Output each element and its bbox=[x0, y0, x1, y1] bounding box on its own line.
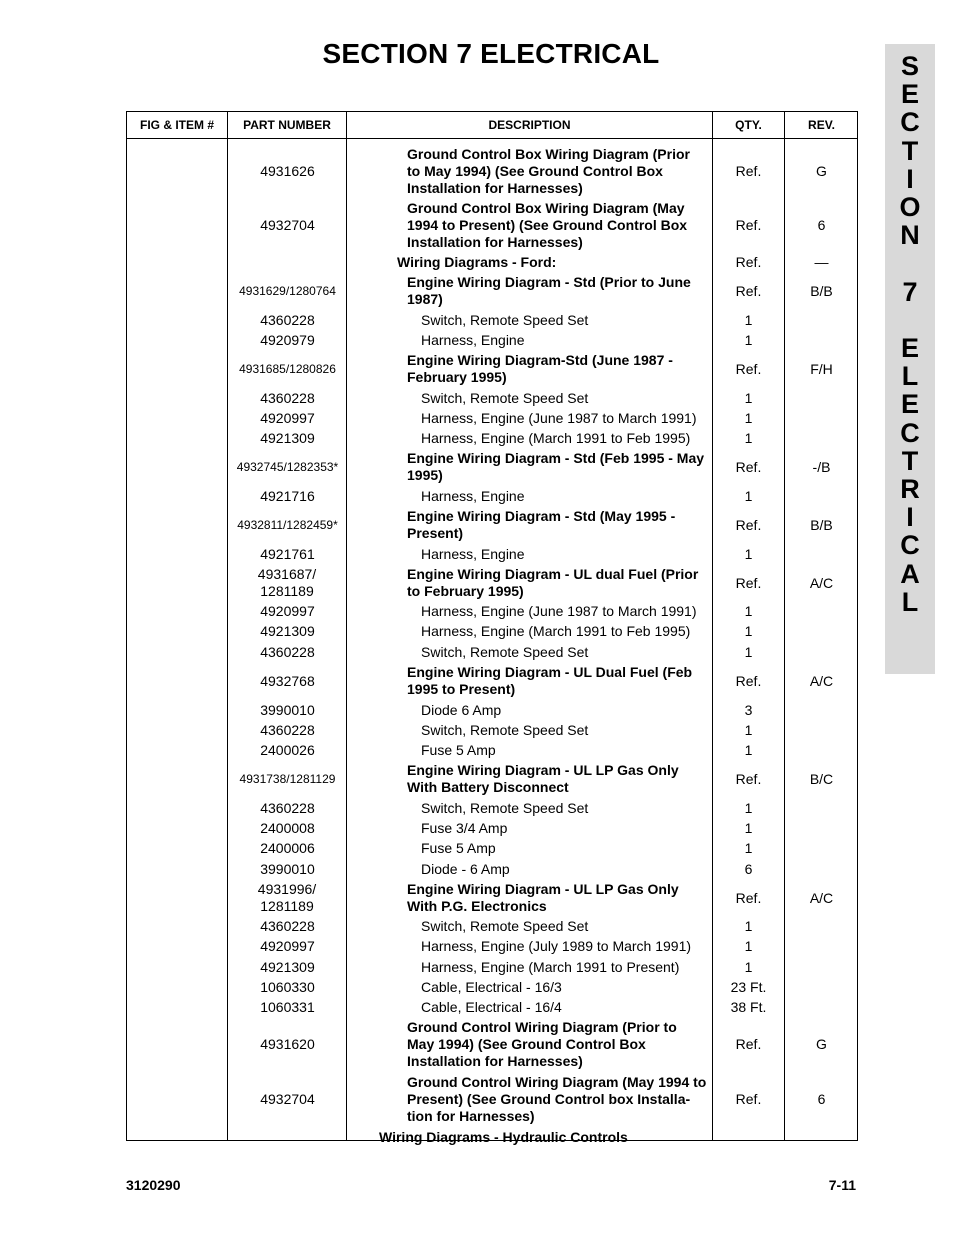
rev-cell bbox=[785, 838, 858, 858]
side-tab-letter: T bbox=[901, 445, 919, 476]
part-number-cell: 4921761 bbox=[260, 545, 315, 562]
rev-cell: G bbox=[816, 162, 827, 179]
qty-cell: 1 bbox=[744, 799, 753, 816]
qty-cell: 1 bbox=[744, 937, 753, 954]
document-number: 3120290 bbox=[126, 1177, 181, 1193]
description-cell: Engine Wiring Diagram - Std (May 1995 - Present) bbox=[407, 508, 676, 541]
part-number-cell: 4360228 bbox=[260, 643, 315, 660]
side-tab-letter: I bbox=[906, 163, 914, 194]
table-row bbox=[127, 798, 857, 818]
rev-cell bbox=[785, 740, 858, 760]
side-tab-letter: C bbox=[900, 530, 920, 561]
side-tab-letter: L bbox=[901, 586, 919, 617]
qty-cell: 1 bbox=[744, 643, 753, 660]
header-part-number: PART NUMBER bbox=[243, 118, 331, 132]
table-row bbox=[127, 720, 857, 740]
table-row bbox=[127, 1127, 857, 1147]
qty-cell: Ref. bbox=[735, 360, 762, 377]
table-row bbox=[127, 544, 857, 564]
part-number-cell: 4360228 bbox=[260, 721, 315, 738]
rev-cell bbox=[785, 936, 858, 956]
rev-cell bbox=[785, 1127, 858, 1147]
part-number-cell: 4931687/ 1281189 bbox=[257, 566, 317, 599]
side-tab-letter: T bbox=[901, 135, 919, 166]
table-row bbox=[127, 601, 857, 621]
rev-cell: G bbox=[816, 1035, 827, 1052]
table-row bbox=[127, 977, 857, 997]
description-cell: Switch, Remote Speed Set bbox=[421, 643, 589, 660]
part-number-cell: 2400006 bbox=[260, 839, 315, 856]
table-row bbox=[127, 198, 857, 252]
qty-cell: Ref. bbox=[735, 770, 762, 787]
side-tab-letter: 7 bbox=[902, 276, 918, 307]
description-cell: Harness, Engine (June 1987 to March 1991) bbox=[421, 602, 697, 619]
header-divider bbox=[127, 138, 857, 139]
qty-cell: 1 bbox=[744, 622, 753, 639]
description-cell: Harness, Engine bbox=[421, 331, 525, 348]
page-number: 7-11 bbox=[828, 1177, 856, 1193]
description-cell: Engine Wiring Diagram - UL LP Gas Only With Battery Disconnect bbox=[407, 762, 679, 795]
description-cell: Harness, Engine (July 1989 to March 1991) bbox=[421, 937, 692, 954]
part-number-cell: 2400008 bbox=[260, 819, 315, 836]
rev-cell bbox=[785, 621, 858, 641]
part-number-cell: 4931626 bbox=[260, 162, 315, 179]
description-cell: Engine Wiring Diagram - Std (Feb 1995 - May 1995) bbox=[407, 450, 705, 483]
rev-cell: B/C bbox=[809, 770, 834, 787]
part-number-cell: 4920997 bbox=[260, 409, 315, 426]
description-cell: Switch, Remote Speed Set bbox=[421, 389, 589, 406]
rev-cell bbox=[785, 601, 858, 621]
rev-cell bbox=[785, 700, 858, 720]
header-description: DESCRIPTION bbox=[488, 118, 571, 132]
qty-cell: 1 bbox=[744, 741, 753, 758]
section-side-tab bbox=[885, 44, 935, 674]
side-tab-letter: N bbox=[900, 220, 920, 251]
part-number-cell: 4360228 bbox=[260, 389, 315, 406]
part-number-cell: 1060331 bbox=[260, 998, 315, 1015]
qty-cell: 1 bbox=[744, 331, 753, 348]
rev-cell bbox=[785, 916, 858, 936]
part-number-cell: 4921309 bbox=[260, 622, 315, 639]
description-cell: Ground Control Box Wiring Diagram (Prior to May 1994) (See Ground Control Box Installation for Harnesses) bbox=[407, 145, 690, 196]
rev-cell: 6 bbox=[817, 216, 826, 233]
table-row bbox=[127, 997, 857, 1017]
qty-cell: 1 bbox=[744, 389, 753, 406]
description-cell: Switch, Remote Speed Set bbox=[421, 721, 589, 738]
qty-cell: 1 bbox=[744, 429, 753, 446]
rev-cell bbox=[785, 818, 858, 838]
qty-cell: 1 bbox=[744, 311, 753, 328]
qty-cell: 1 bbox=[744, 721, 753, 738]
qty-cell: 1 bbox=[744, 917, 753, 934]
table-row bbox=[127, 252, 857, 272]
rev-cell bbox=[785, 544, 858, 564]
qty-cell: 23 Ft. bbox=[730, 978, 767, 995]
part-number-cell: 4932768 bbox=[260, 672, 315, 689]
qty-cell: 1 bbox=[744, 958, 753, 975]
rev-cell bbox=[785, 957, 858, 977]
rev-cell bbox=[785, 330, 858, 350]
table-row bbox=[127, 564, 857, 602]
rev-cell bbox=[785, 428, 858, 448]
rev-cell bbox=[785, 388, 858, 408]
rev-cell: — bbox=[814, 253, 829, 270]
side-tab-letter: E bbox=[900, 79, 919, 110]
part-number-cell: 4932704 bbox=[260, 1090, 315, 1107]
table-row bbox=[127, 1017, 857, 1071]
description-cell: Fuse 5 Amp bbox=[421, 741, 496, 758]
rev-cell bbox=[785, 977, 858, 997]
qty-cell: 6 bbox=[744, 860, 753, 877]
description-cell: Harness, Engine (June 1987 to March 1991) bbox=[421, 409, 697, 426]
table-row bbox=[127, 310, 857, 330]
side-tab-letter: A bbox=[900, 558, 920, 589]
description-cell: Switch, Remote Speed Set bbox=[421, 311, 589, 328]
qty-cell: 1 bbox=[744, 602, 753, 619]
part-number-cell: 4931685/1280826 bbox=[239, 361, 336, 376]
part-number-cell: 4932704 bbox=[260, 216, 315, 233]
table-row bbox=[127, 486, 857, 506]
rev-cell: 6 bbox=[817, 1090, 826, 1107]
side-tab-letter: O bbox=[899, 192, 921, 223]
rev-cell: -/B bbox=[812, 458, 831, 475]
part-number-cell: 4931629/1280764 bbox=[239, 283, 336, 298]
qty-cell bbox=[713, 1127, 784, 1147]
table-row bbox=[127, 448, 857, 486]
part-number-cell: 4360228 bbox=[260, 311, 315, 328]
description-cell: Cable, Electrical - 16/4 bbox=[421, 998, 562, 1015]
qty-cell: Ref. bbox=[735, 458, 762, 475]
description-cell: Ground Control Wiring Diagram (Prior to May 1994) (See Ground Control Box Installation for Harnesses) bbox=[407, 1018, 677, 1069]
table-row bbox=[127, 916, 857, 936]
qty-cell: 1 bbox=[744, 839, 753, 856]
rev-cell: A/C bbox=[809, 672, 834, 689]
qty-cell: Ref. bbox=[735, 516, 762, 533]
description-cell: Switch, Remote Speed Set bbox=[421, 799, 589, 816]
side-tab-letter: C bbox=[900, 107, 920, 138]
table-row bbox=[127, 388, 857, 408]
side-tab-letter: E bbox=[900, 389, 919, 420]
description-cell: Engine Wiring Diagram-Std (June 1987 - February 1995) bbox=[407, 352, 673, 385]
table-row bbox=[127, 621, 857, 641]
qty-cell: Ref. bbox=[735, 253, 762, 270]
part-number-cell: 3990010 bbox=[260, 701, 315, 718]
description-cell: Ground Control Wiring Diagram (May 1994 to Present) (See Ground Control box Installa- tion for Harnesses) bbox=[407, 1073, 707, 1124]
rev-cell: A/C bbox=[809, 574, 834, 591]
description-cell: Harness, Engine bbox=[421, 545, 525, 562]
side-tab-letter: I bbox=[906, 502, 914, 533]
part-number-cell: 4932745/1282353* bbox=[236, 459, 339, 474]
qty-cell: 1 bbox=[744, 545, 753, 562]
qty-cell: Ref. bbox=[735, 672, 762, 689]
part-number-cell: 4360228 bbox=[260, 799, 315, 816]
part-number-cell: 4920979 bbox=[260, 331, 315, 348]
rev-cell bbox=[785, 310, 858, 330]
qty-cell: 1 bbox=[744, 487, 753, 504]
table-row bbox=[127, 144, 857, 198]
part-number-cell: 4921309 bbox=[260, 958, 315, 975]
table-row bbox=[127, 662, 857, 700]
qty-cell: Ref. bbox=[735, 889, 762, 906]
rev-cell: B/B bbox=[810, 516, 833, 533]
rev-cell bbox=[785, 720, 858, 740]
part-number-cell: 4931996/ 1281189 bbox=[257, 881, 317, 914]
rev-cell bbox=[785, 859, 858, 879]
header-qty: QTY. bbox=[735, 118, 762, 132]
qty-cell: 38 Ft. bbox=[730, 998, 767, 1015]
description-cell: Cable, Electrical - 16/3 bbox=[421, 978, 562, 995]
side-tab-letter: E bbox=[900, 333, 919, 363]
rev-cell bbox=[785, 798, 858, 818]
description-cell: Harness, Engine (March 1991 to Feb 1995) bbox=[421, 622, 691, 639]
part-number-cell: 4921716 bbox=[260, 487, 315, 504]
description-cell: Ground Control Box Wiring Diagram (May 1994 to Present) (See Ground Control Box Installation for Harnesses) bbox=[407, 199, 688, 250]
part-number-cell: 4920997 bbox=[260, 602, 315, 619]
qty-cell: 1 bbox=[744, 409, 753, 426]
description-cell: Diode 6 Amp bbox=[421, 701, 502, 718]
table-row bbox=[127, 936, 857, 956]
table-row bbox=[127, 818, 857, 838]
part-number-cell: 1060330 bbox=[260, 978, 315, 995]
description-cell: Diode - 6 Amp bbox=[421, 860, 510, 877]
part-number-cell: 4932811/1282459* bbox=[237, 517, 338, 532]
qty-cell: Ref. bbox=[735, 282, 762, 299]
table-row bbox=[127, 760, 857, 798]
part-number-cell: 4360228 bbox=[260, 917, 315, 934]
part-number-cell: 4931620 bbox=[260, 1035, 315, 1052]
rev-cell: F/H bbox=[810, 360, 833, 377]
part-number-cell: 2400026 bbox=[260, 741, 315, 758]
table-row bbox=[127, 957, 857, 977]
part-number-cell: 4920997 bbox=[260, 937, 315, 954]
description-cell: Engine Wiring Diagram - UL Dual Fuel (Feb 1995 to Present) bbox=[407, 664, 693, 697]
part-number-cell bbox=[228, 252, 347, 272]
side-tab-letter: C bbox=[900, 417, 920, 448]
table-row bbox=[127, 428, 857, 448]
table-row bbox=[127, 740, 857, 760]
description-cell: Engine Wiring Diagram - Std (Prior to June 1987) bbox=[407, 274, 691, 307]
table-row bbox=[127, 859, 857, 879]
table-row bbox=[127, 879, 857, 917]
qty-cell: Ref. bbox=[735, 1035, 762, 1052]
description-cell: Engine Wiring Diagram - UL LP Gas Only With P.G. Electronics bbox=[407, 881, 679, 914]
rev-cell: A/C bbox=[809, 889, 834, 906]
part-number-cell: 3990010 bbox=[260, 860, 315, 877]
side-tab-letter: L bbox=[901, 361, 919, 392]
table-row bbox=[127, 330, 857, 350]
rev-cell: B/B bbox=[810, 282, 833, 299]
qty-cell: Ref. bbox=[735, 1090, 762, 1107]
header-fig-item: FIG & ITEM # bbox=[139, 118, 214, 132]
table-row bbox=[127, 838, 857, 858]
part-number-cell bbox=[228, 1127, 347, 1147]
description-cell: Harness, Engine bbox=[421, 487, 525, 504]
description-cell: Fuse 5 Amp bbox=[421, 839, 496, 856]
part-number-cell: 4921309 bbox=[260, 429, 315, 446]
rev-cell bbox=[785, 486, 858, 506]
table-row bbox=[127, 700, 857, 720]
rev-cell bbox=[785, 408, 858, 428]
table-row bbox=[127, 272, 857, 310]
description-cell: Harness, Engine (March 1991 to Feb 1995) bbox=[421, 429, 691, 446]
qty-cell: Ref. bbox=[735, 574, 762, 591]
description-cell: Wiring Diagrams - Ford: bbox=[397, 253, 557, 270]
side-tab-letter: R bbox=[900, 474, 920, 505]
description-cell: Engine Wiring Diagram - UL dual Fuel (Prior to February 1995) bbox=[407, 566, 699, 599]
qty-cell: Ref. bbox=[735, 162, 762, 179]
table-row bbox=[127, 642, 857, 662]
qty-cell: 1 bbox=[744, 819, 753, 836]
description-cell: Harness, Engine (March 1991 to Present) bbox=[421, 958, 680, 975]
qty-cell: Ref. bbox=[735, 216, 762, 233]
table-row bbox=[127, 1072, 857, 1126]
part-number-cell: 4931738/1281129 bbox=[239, 771, 336, 786]
qty-cell: 3 bbox=[744, 701, 753, 718]
header-rev: REV. bbox=[808, 118, 835, 132]
rev-cell bbox=[785, 642, 858, 662]
description-cell: Wiring Diagrams - Hydraulic Controls bbox=[379, 1128, 628, 1145]
table-row bbox=[127, 408, 857, 428]
parts-table bbox=[126, 111, 858, 1145]
table-row bbox=[127, 506, 857, 544]
side-tab-letter: S bbox=[900, 51, 919, 81]
rev-cell bbox=[785, 997, 858, 1017]
description-cell: Fuse 3/4 Amp bbox=[421, 819, 508, 836]
page-title: SECTION 7 ELECTRICAL bbox=[322, 38, 660, 69]
table-row bbox=[127, 350, 857, 388]
description-cell: Switch, Remote Speed Set bbox=[421, 917, 589, 934]
